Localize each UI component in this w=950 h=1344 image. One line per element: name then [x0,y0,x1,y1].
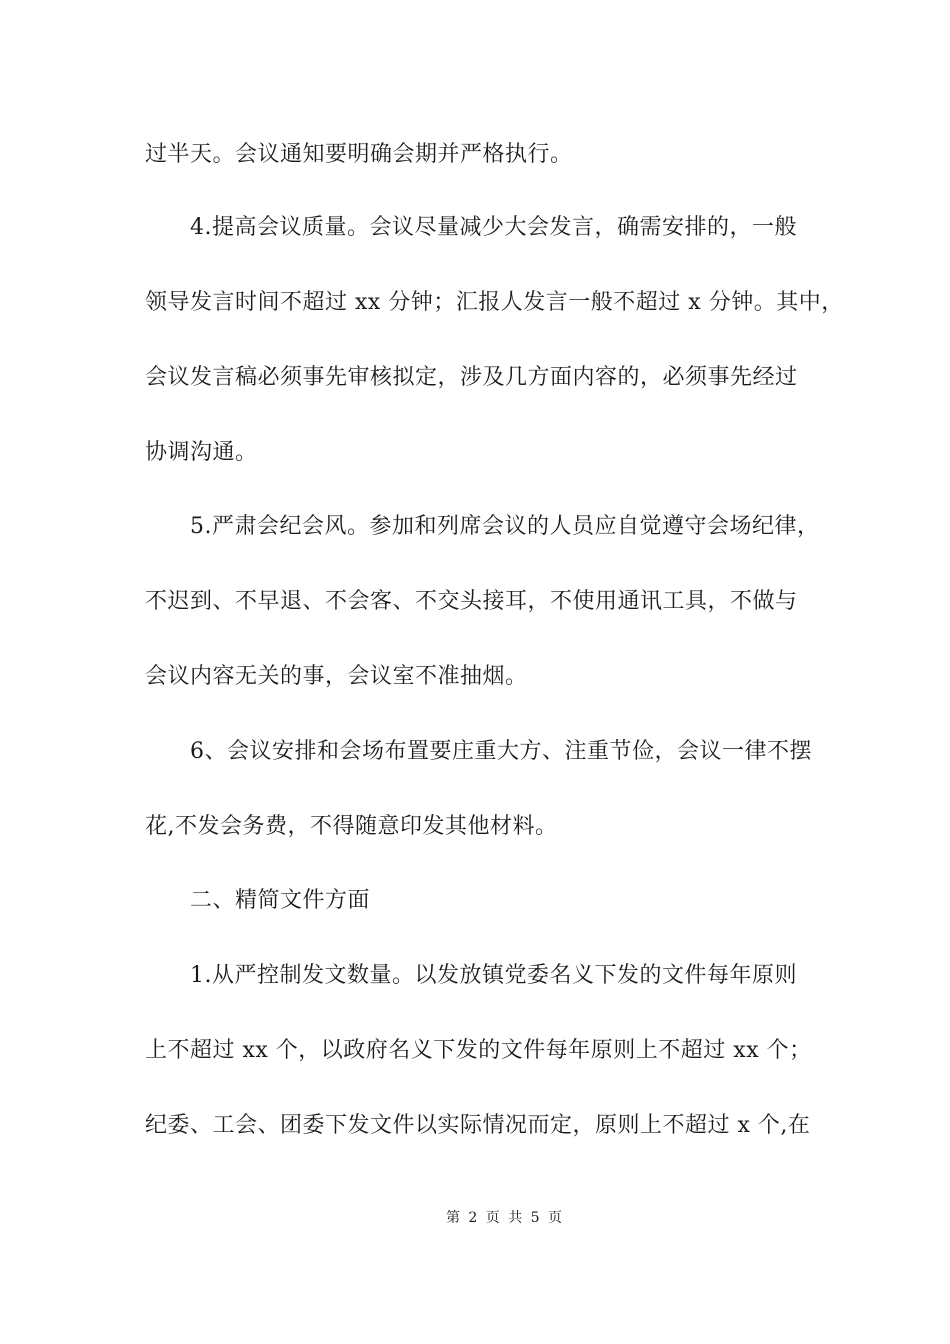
text-line: 6、会议安排和会场布置要庄重大方、注重节俭，会议一律不摆 [190,739,812,764]
text-line: 过半天。会议通知要明确会期并严格执行。 [145,142,573,167]
section-heading: 二、精简文件方面 [190,888,371,913]
page-footer: 第 2 页 共 5 页 [445,1210,565,1226]
text-line: 会议发言稿必须事先审核拟定，涉及几方面内容的，必须事先经过 [145,365,798,390]
text-line: 领导发言时间不超过 xx 分钟；汇报人发言一般不超过 x 分钟。其中， [145,290,844,315]
text-line: 不迟到、不早退、不会客、不交头接耳，不使用通讯工具，不做与 [145,589,798,614]
text-line: 纪委、工会、团委下发文件以实际情况而定，原则上不超过 x 个,在 [145,1113,811,1138]
text-line: 4.提高会议质量。会议尽量减少大会发言，确需安排的，一般 [190,215,797,240]
text-line: 花,不发会务费，不得随意印发其他材料。 [145,814,558,839]
text-line: 上不超过 xx 个，以政府名义下发的文件每年原则上不超过 xx 个； [145,1038,812,1063]
text-line: 会议内容无关的事，会议室不准抽烟。 [145,664,528,689]
text-line: 5.严肃会纪会风。参加和列席会议的人员应自觉遵守会场纪律， [190,514,820,539]
text-line: 1.从严控制发文数量。以发放镇党委名义下发的文件每年原则 [190,963,797,988]
text-line: 协调沟通。 [145,440,258,465]
